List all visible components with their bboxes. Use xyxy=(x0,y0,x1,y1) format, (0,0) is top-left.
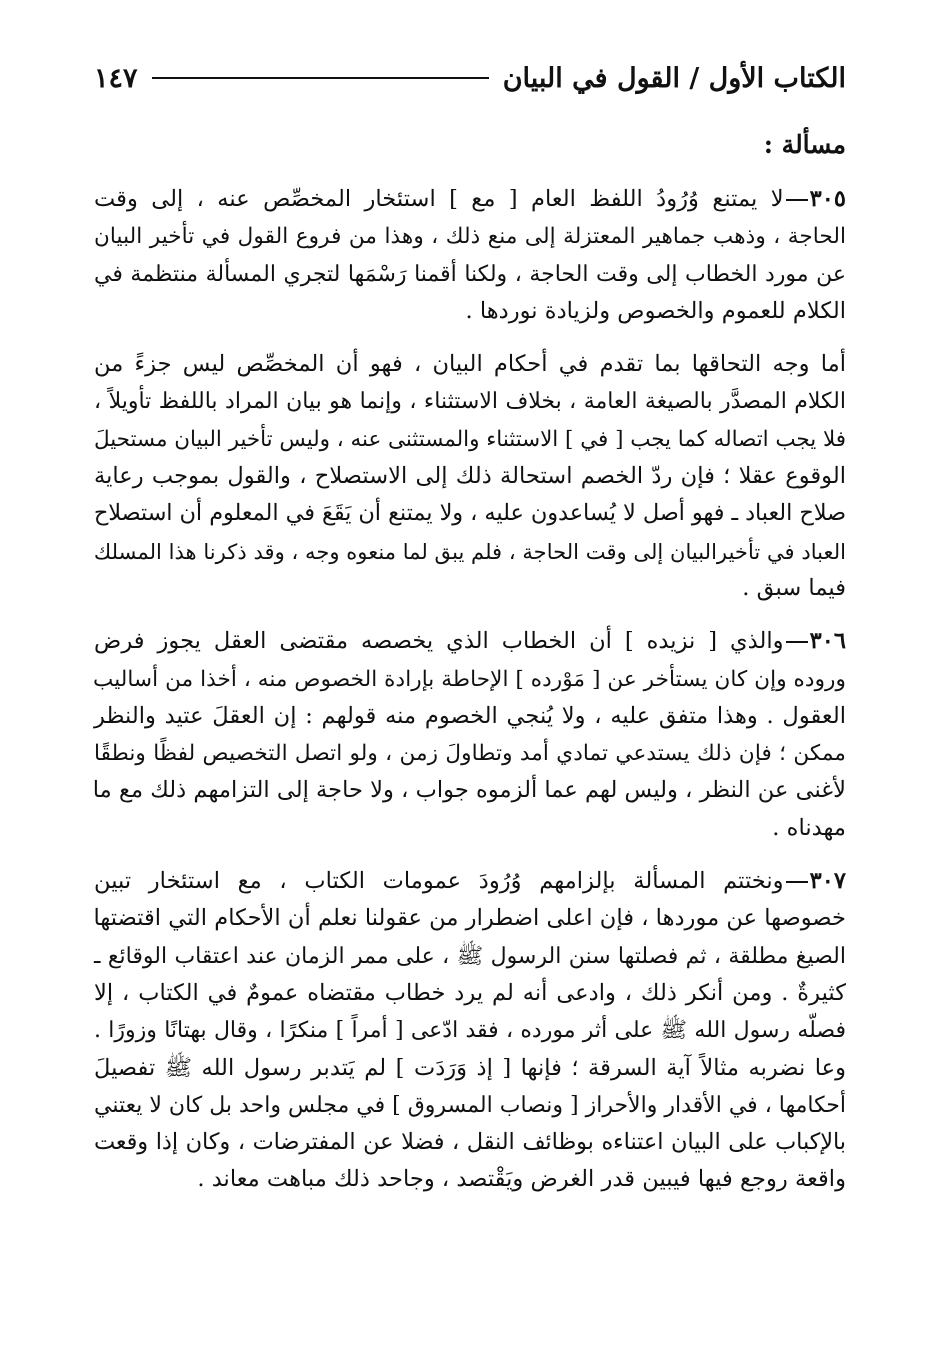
paragraph-number: ٣٠٧ xyxy=(809,868,846,895)
line-text: بالإكباب على البيان اعتناءه بوظائف النقل ، فضلا عن المفترضات ، وكان إذا وقعت xyxy=(94,1129,846,1156)
text-line xyxy=(94,698,846,735)
text-line xyxy=(94,533,846,570)
line-text: وعا نضربه مثالاً آية السرقة ؛ فإنها [ إذ وَرَدَت ] لم يَتدبر رسول الله ﷺ تفصيلَ xyxy=(94,1054,846,1081)
text-line xyxy=(94,383,846,420)
number-dash xyxy=(786,881,808,883)
header-rule xyxy=(152,77,489,79)
line-text: الوقوع عقلا ؛ فإن ردّ الخصم استحالة ذلك إلى الاستصلاح ، والقول بموجب رعاية xyxy=(94,463,846,490)
paragraph xyxy=(94,623,846,847)
line-text: فيما سبق . xyxy=(742,574,846,601)
number-dash xyxy=(786,641,808,643)
paragraph xyxy=(94,181,846,330)
text-line xyxy=(94,1050,846,1087)
line-text: وروده وإن كان يستأخر عن [ مَوْرده ] الإحاطة بإرادة الخصوص منه ، أخذا من أساليب xyxy=(92,666,846,692)
running-title: الكتاب الأول / القول في البيان xyxy=(502,62,846,94)
text-line xyxy=(94,570,846,607)
line-text: صلاح العباد ـ فهو أصل لا يُساعدون عليه ، ولا يمتنع أن يَقَعَ في المعلوم أن استصلاح xyxy=(93,500,846,527)
line-text: فصلّه رسول الله ﷺ على أثر مورده ، فقد ادّعى [ أمراً ] منكرًا ، وقال بهتانًا وزورًا . xyxy=(94,1018,846,1044)
line-text: عن مورد الخطاب إلى وقت الحاجة ، ولكنا أقمنا رَسْمَها لتجري المسألة منتظمة في xyxy=(94,261,846,287)
page-body xyxy=(94,130,846,1199)
text-line xyxy=(94,293,846,330)
line-text: واقعة روجع فيها فيبين قدر الغرض ويَقْتصد ، وجاحد ذلك مباهت معاند . xyxy=(197,1166,846,1193)
line-text: أحكامها ، في الأقدار والأحراز [ ونصاب المسروق ] في مجلس واحد بل كان لا يعتني xyxy=(94,1092,846,1118)
text-line xyxy=(94,661,846,698)
text-line xyxy=(94,938,846,975)
line-text: مهدناه . xyxy=(772,814,846,841)
paragraph xyxy=(94,863,846,1199)
line-text: العقول . وهذا متفق عليه ، ولا يُنجي الخصوم منه قولهم : إن العقلَ عتيد والنظر xyxy=(94,702,846,729)
page-number: ١٤٧ xyxy=(94,62,138,94)
text-line xyxy=(94,1012,846,1049)
line-text: أما وجه التحاقها بما تقدم في أحكام البيان ، فهو أن المخصِّص ليس جزءً من xyxy=(94,351,846,378)
text-line xyxy=(94,346,846,383)
text-line xyxy=(94,810,846,847)
running-header xyxy=(94,58,846,98)
text-line xyxy=(94,900,846,937)
paragraph-number: ٣٠٦ xyxy=(809,628,846,655)
text-line xyxy=(94,1161,846,1198)
line-text: لا يمتنع وُرُودُ اللفظ العام [ مع ] استئخار المخصِّص عنه ، إلى وقت xyxy=(94,186,784,212)
text-line xyxy=(94,181,846,218)
text-line xyxy=(94,421,846,458)
line-text: ونختتم المسألة بإلزامهم وُرُودَ عمومات الكتاب ، مع استئخار تبين xyxy=(94,868,784,895)
text-line xyxy=(94,218,846,255)
line-text: الحاجة ، وذهب جماهير المعتزلة إلى منع ذلك ، وهذا من فروع القول في تأخير البيان xyxy=(94,224,846,250)
paragraph-number: ٣٠٥ xyxy=(809,186,846,212)
text-line xyxy=(94,623,846,660)
text-line xyxy=(94,772,846,809)
text-line xyxy=(94,1124,846,1161)
line-text: والذي [ نزيده ] أن الخطاب الذي يخصصه مقتضى العقل يجوز فرض xyxy=(94,628,784,655)
text-line xyxy=(94,458,846,495)
line-text: العباد في تأخيرالبيان إلى وقت الحاجة ، فلم يبق لما منعوه وجه ، وقد ذكرنا هذا المسلك xyxy=(93,538,846,564)
text-line xyxy=(94,735,846,772)
line-text: الكلام المصدَّر بالصيغة العامة ، بخلاف الاستثناء ، وإنما هو بيان المراد باللفظ تأويلاً ، xyxy=(94,389,846,415)
text-line xyxy=(94,863,846,900)
line-text: لأغنى عن النظر ، وليس لهم عما ألزموه جواب ، ولا حاجة إلى التزامهم ذلك مع ما xyxy=(92,777,846,804)
line-text: الصيغ مطلقة ، ثم فصلتها سنن الرسول ﷺ ، على ممر الزمان عند اعتقاب الوقائع ـ xyxy=(94,943,846,969)
text-line xyxy=(94,1087,846,1124)
text-line xyxy=(94,975,846,1012)
paragraphs-container xyxy=(94,181,846,1199)
line-text: فلا يجب اتصاله كما يجب [ في ] الاستثناء والمستثنى عنه ، وليس تأخير البيان مستحيلَ xyxy=(94,426,846,452)
line-text: ممكن ؛ فإن ذلك يستدعي تمادي أمد وتطاولَ زمن ، ولو اتصل التخصيص لفظًا ونطقًا xyxy=(94,741,846,767)
text-line xyxy=(94,256,846,293)
number-dash xyxy=(786,199,808,201)
text-line xyxy=(94,495,846,532)
line-text: كثيرةٌ . ومن أنكر ذلك ، وادعى أنه لم يرد خطاب مقتضاه عمومٌ في الكتاب ، إلا xyxy=(94,979,846,1006)
line-text: الكلام للعموم والخصوص ولزيادة نوردها . xyxy=(465,297,846,324)
paragraph xyxy=(94,346,846,607)
section-heading: مسألة : xyxy=(763,130,846,159)
line-text: خصوصها عن موردها ، فإن اعلى اضطرار من عقولنا نعلم أن الأحكام التي اقتضتها xyxy=(93,905,846,932)
